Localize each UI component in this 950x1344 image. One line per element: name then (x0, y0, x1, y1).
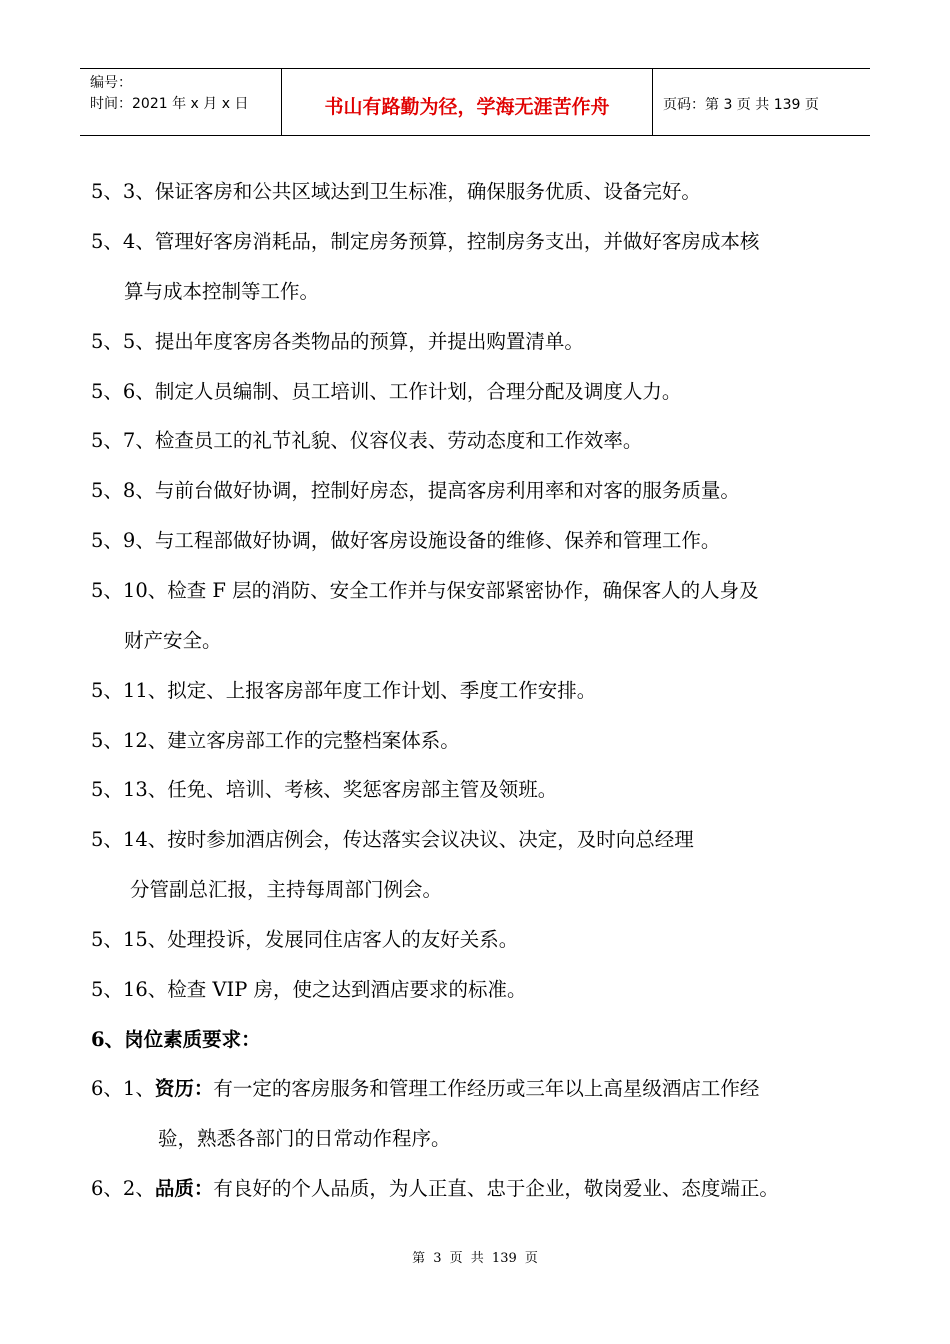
item-6-1-prefix: 6、1、 (91, 1077, 155, 1100)
item-6-1-label: 资历： (154, 1077, 214, 1100)
item-6-1-text: 有一定的客房服务和管理工作经历或三年以上高星级酒店工作经 (213, 1077, 760, 1100)
item-5-14-cont: 分管副总汇报，主持每周部门例会。 (130, 878, 443, 901)
item-6-2-label: 品质： (154, 1177, 214, 1200)
header-meta (80, 69, 282, 135)
item-5-16: 5、16、检查 VIP 房，使之达到酒店要求的标准。 (91, 978, 527, 1001)
page-footer: 第 3 页 共 139 页 (412, 1251, 538, 1266)
item-5-10: 5、10、检查 F 层的消防、安全工作并与保安部紧密协作，确保客人的人身及 (91, 579, 759, 602)
item-5-15: 5、15、处理投诉，发展同住店客人的友好关系。 (91, 928, 519, 951)
item-5-7: 5、7、检查员工的礼节礼貌、仪容仪表、劳动态度和工作效率。 (91, 429, 643, 452)
item-6-2 (91, 1177, 779, 1201)
item-5-4-cont: 算与成本控制等工作。 (124, 280, 320, 303)
item-6-2-text: 有良好的个人品质，为人正直、忠于企业，敬岗爱业、态度端正。 (213, 1177, 779, 1200)
item-5-12: 5、12、建立客房部工作的完整档案体系。 (91, 729, 460, 752)
section-6-heading: 6、岗位素质要求： (91, 1028, 261, 1051)
item-6-1-cont: 验，熟悉各部门的日常动作程序。 (158, 1127, 451, 1150)
page-header (80, 68, 870, 136)
item-5-11: 5、11、拟定、上报客房部年度工作计划、季度工作安排。 (91, 679, 597, 702)
item-5-5: 5、5、提出年度客房各类物品的预算，并提出购置清单。 (91, 330, 584, 353)
header-page-info: 页码：第 3 页 共 139 页 (663, 97, 819, 113)
item-5-3: 5、3、保证客房和公共区域达到卫生标准，确保服务优质、设备完好。 (91, 180, 701, 203)
item-5-14: 5、14、按时参加酒店例会，传达落实会议决议、决定，及时向总经理 (91, 828, 694, 851)
header-motto: 书山有路勤为径，学海无涯苦作舟 (282, 69, 653, 135)
item-6-1 (91, 1077, 759, 1101)
item-5-13: 5、13、任免、培训、考核、奖惩客房部主管及领班。 (91, 778, 558, 801)
doc-time-label: 时间：2021 年 x 月 x 日 (90, 96, 249, 112)
item-5-8: 5、8、与前台做好协调，控制好房态，提高客房利用率和对客的服务质量。 (91, 479, 740, 502)
doc-code-label: 编号： (90, 75, 132, 91)
item-5-6: 5、6、制定人员编制、员工培训、工作计划，合理分配及调度人力。 (91, 380, 682, 403)
item-5-4: 5、4、管理好客房消耗品，制定房务预算，控制房务支出，并做好客房成本核 (91, 230, 760, 253)
item-5-9: 5、9、与工程部做好协调，做好客房设施设备的维修、保养和管理工作。 (91, 529, 721, 552)
item-6-2-prefix: 6、2、 (91, 1177, 155, 1200)
item-5-10-cont: 财产安全。 (124, 629, 222, 652)
